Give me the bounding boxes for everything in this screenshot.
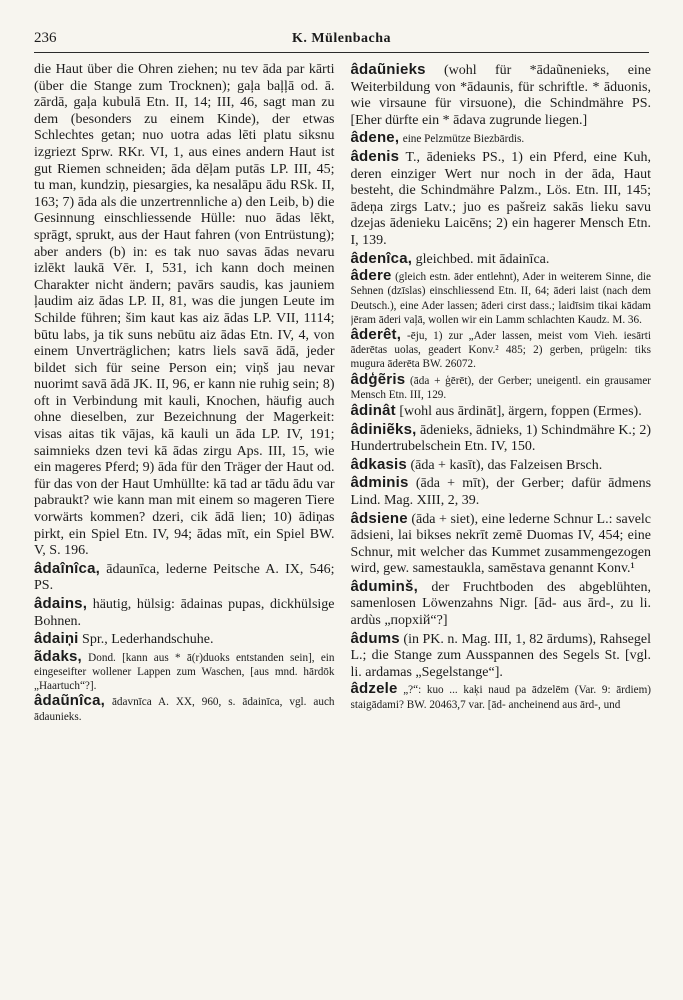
headword: âdzele (350, 680, 398, 698)
entry-text: (wohl für *ādaũnenieks, eine Weiterbildung von *ādaunis, für schriftle. * āduonis, wie virsaune für virsuone), die Schindmähre PS. [Eher dürfte ein * ādava zugrunde liegen.] (350, 63, 651, 128)
entry (351, 682, 652, 711)
entry-text: häutig, hülsig: ādainas pupas, dickhülsige Bohnen. (34, 597, 335, 629)
entry-text: (gleich estn. āder entlehnt), Ader in weiterem Sinne, die Sehnen (dzīslas) einschliessend Etn. II, 64; āderi laist (nach dem Deutsch.), eine Ader lassen; āderi cirst dass.; laidīsim tikai kādam jēram āderi vaļā, wollen wir ein Lamm schlachten Kaudz. M. 36. (350, 271, 651, 326)
entry-text: (in PK. n. Mag. III, 1, 82 ārdums), Rahsegel L.; die Stange zum Ausspannen des Segels St. [vgl. li. ardamas „Segelstange“]. (350, 631, 651, 680)
headword: âdaînîca, (34, 559, 100, 577)
entry (351, 475, 652, 509)
headword: âdiniẽks, (350, 420, 417, 438)
entry (34, 647, 335, 694)
entry (350, 325, 652, 372)
entry-text: ādavnīca A. XX, 960, s. ādainīca, vgl. auch ādaunieks. (34, 696, 335, 723)
headword: âdene, (350, 129, 400, 147)
headword: âdenîca, (350, 249, 413, 267)
entry-text: [wohl aus ārdināt], ärgern, foppen (Ermes). (399, 403, 642, 419)
entry (351, 251, 652, 269)
entry-text: „?“: kuo ... kaķi naud pa ādzelēm (Var. 9: ārdiem) staigādami? BW. 20463,7 var. [ād- ancheinend aus ārd-, und (350, 684, 651, 711)
headword: âdenis (350, 147, 400, 165)
headword: âdains, (34, 595, 88, 612)
entry (351, 457, 652, 475)
headword: âdere (350, 267, 392, 285)
headword: âdinât (350, 401, 396, 419)
entry (351, 149, 652, 250)
entry (34, 596, 335, 630)
entry (351, 631, 652, 682)
entry (351, 130, 652, 148)
entry-text: eine Pelzmütze Biezbārdis. (402, 133, 525, 146)
entry (351, 422, 652, 456)
entry-text: ādaunīca, lederne Peitsche A. IX, 546; PS. (34, 561, 335, 594)
entry-text: T., ādenieks PS., 1) ein Pferd, eine Kuh, deren einziger Wert nur noch in der āda, Haut besteht, die Schindmähre Palzm., Lös. Etn. III, 145; ādeņa zirgs Latv.; juo es pašreiz sakās lieku savu dzejas ādenieku Laicēns; 2) ein hagerer Mensch Etn. I, 139. (350, 149, 651, 248)
entry (351, 62, 652, 129)
page-header (34, 30, 649, 53)
entry (351, 269, 652, 327)
headword: ãdaks, (34, 647, 82, 665)
entry-text: (āda + kasīt), das Falzeisen Brsch. (410, 457, 603, 473)
headword: âdaũnîca, (34, 692, 105, 710)
headword: âdkasis (350, 455, 407, 473)
running-title: K. Mülenbacha (291, 31, 392, 46)
entry (34, 561, 335, 595)
headword: âdaiņi (34, 630, 79, 648)
entry-text: Spr., Lederhandschuhe. (82, 632, 214, 648)
dictionary-columns (34, 62, 651, 992)
entry-text: (āda + siet), eine lederne Schnur L.: savelc ādsieni, lai bikses nekrīt zemē Duomas IV, 454; eine Schnur, mit welcher das Kummet zusammengezogen wird, gew. samestaukla, samēstava genannt Konv.¹ (350, 511, 651, 577)
entry (350, 370, 652, 402)
entry (351, 511, 652, 578)
headword: âdaũnieks (350, 62, 426, 78)
headword: âdums (350, 629, 400, 647)
entry-text: (āda + ģērēt), der Gerber; uneigentl. ein grausamer Mensch Etn. III, 129. (350, 374, 651, 401)
entry (34, 631, 335, 649)
page-number: 236 (34, 30, 57, 46)
entry-text: der Fruchtboden des abgeblühten, samenlosen Löwenzahns Nigr. [ād- aus ārd-, zu li. ardùs „порхій“?] (350, 579, 651, 629)
right-column (351, 62, 652, 992)
entry (351, 403, 652, 421)
headword: âdsiene (350, 509, 408, 527)
entry-continuation: die Haut über die Ohren ziehen; nu tev āda par kārti (über die Stange zum Trocknen); gaļa baļļā od. ā. zārdā, gaļa kubulā Etn. II, 14; III, 46, sagt man zu dem (besonders zu einem Kinde), der etwas Schlechtes getan; nuo uotra adas lēti platu siksnu izgriezt Sprw. RKr. VI, 1, aus eines andern Haut ist gut Riemen schneiden; āda dēļam putās LP. III, 45; tu man, kundziņ, piesargies, ka nesalāpu ādu RSk. II, 163; 7) āda als die unzertrennliche a) den Leib, b) die Gesinnung einschliessende Hülle: nuo ādas lēkt, sprāgt, sprukt, aus der Haut fahren (von Entrüstung); aber anders (b) in: es tak nuo savas ādas nevaru izlēkt laukā Vēr. I, 531, ich kann doch meinen Charakter nicht ändern; pavārs saudis, kas jauniem ļaudim aiz ādas LP. II, 81, was die jungen Leute im Schilde führen; šim kaut kas aiz ādas LP. VII, 1114; būtu labs, ja tik suns nebūtu aiz ādas Etn. IV, 4, von einem Unverträglichen; katrs liels savā ādā, jeder bildet sich für seine Person ein; viņš jau nevar nuorimt savā ādā JK. II, 96, er kann nie ruhig sein; 8) oft in Verbindung mit kauli, Knochen, häufig auch ohne dieselben, zur Bezeichnung der Magerkeit: visas aitas tik vājas, kā kauli un āda LP. IV, 191; saimnieks dzen tevi kā ādas zirgu Aps. III, 15, wie ein mageres Pferd; 9) āda für den Träger der Haut od. für das von der Haut Umhüllte: kā tad ar tādu ādu var pabraukt? wie kann man mit einem so mageren Tiere vorwärts kommen? dzeri, cik ādā lien; 10) ādiņas pirkt, ein Spiel Etn. IV, 94; ādas mīt, ein Spiel BW. V, S. 196. (34, 62, 335, 559)
headword: âderêt, (350, 325, 402, 343)
entry-text: Dond. [kann aus * ā(r)duoks entstanden sein], ein eingeseifter wollener Lappen zum Waschen, [aus mnd. hārdōk „Haartuch“?]. (34, 651, 335, 693)
left-column (34, 62, 335, 992)
headword: âdminis (350, 474, 409, 492)
entry-text: gleichbed. mit ādainīca. (415, 251, 550, 267)
headword: âduminš, (350, 577, 418, 595)
headword: âdģẽris (350, 370, 406, 388)
entry-text: -ēju, 1) zur „Ader lassen, meist vom Vieh. iesārti āderētas uolas, geadert Konv.² 485; 2) gerben, prügeln: tiks mugura āderēta BW. 26072. (350, 329, 651, 371)
entry (351, 579, 652, 630)
entry-text: (āda + mīt), der Gerber; dafür ādmens Lind. Mag. XIII, 2, 39. (350, 476, 651, 508)
entry-text: ādenieks, ādnieks, 1) Schindmähre K.; 2) Hundertrubelschein Etn. IV, 150. (350, 422, 651, 455)
entry (34, 694, 335, 723)
